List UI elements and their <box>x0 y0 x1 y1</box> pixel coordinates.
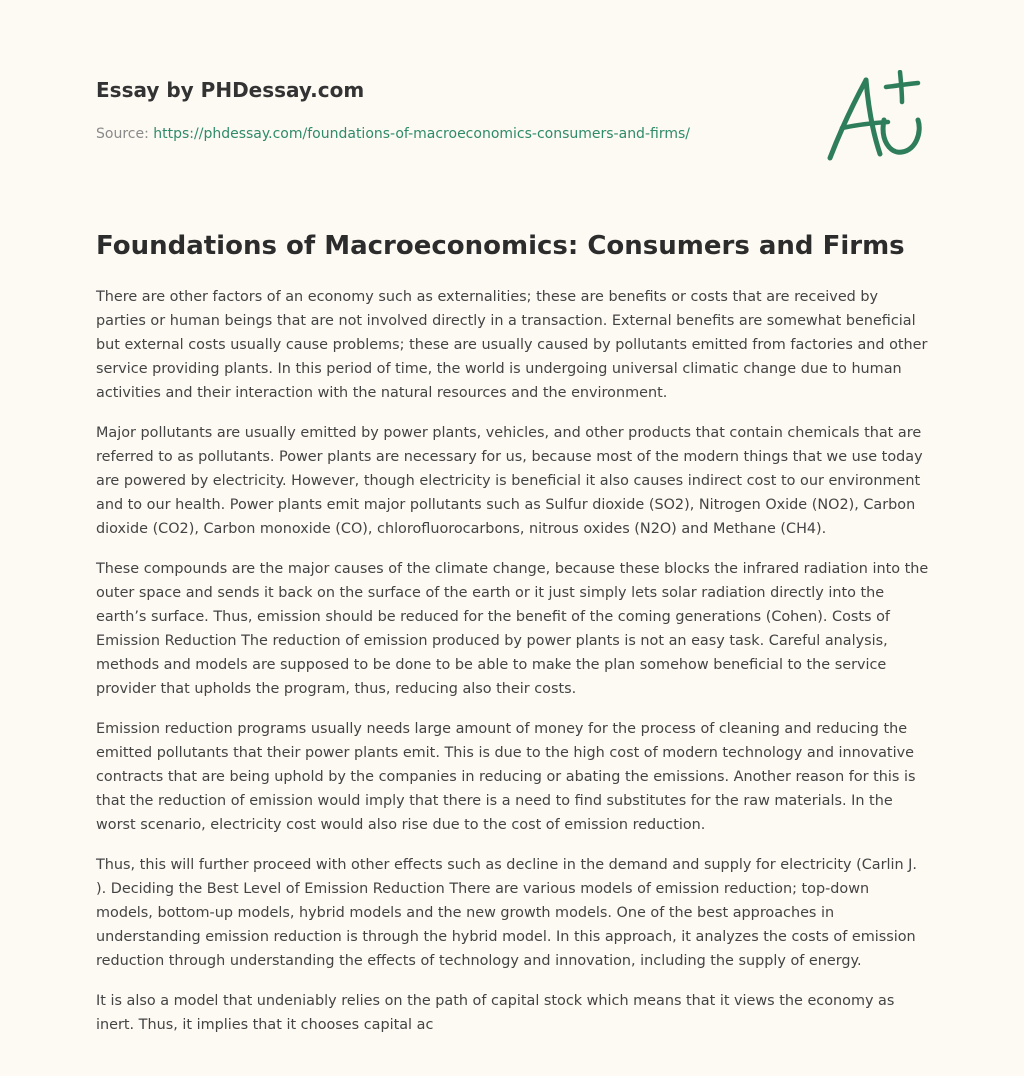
essay-paragraph: These compounds are the major causes of the climate change, because these blocks the infrared radiation into the outer space and sends it back on the surface of the earth or it just simply lets solar radiation directly into the earth’s surface. Thus, emission should be reduced for the benefit of the coming generations (Cohen). Costs of Emission Reduction The reduction of emission produced by power plants is not an easy task. Careful analysis, methods and models are supposed to be done to be able to make the plan somehow beneficial to the service provider that upholds the program, thus, reducing also their costs. <box>96 561 929 697</box>
essay-body <box>96 285 930 1053</box>
essay-paragraph: Thus, this will further proceed with other effects such as decline in the demand and supply for electricity (Carlin J. ). Deciding the Best Level of Emission Reduction There are various models of emission reduction; top-down models, bottom-up models, hybrid models and the new growth models. One of the best approaches in understanding emission reduction is through the hybrid model. In this approach, it analyzes the costs of emission reduction through understanding the effects of technology and innovation, including the supply of energy. <box>96 857 918 969</box>
essay-paragraph: There are other factors of an economy such as externalities; these are benefits or costs that are received by parties or human beings that are not involved directly in a transaction. External benefits are somewhat beneficial but external costs usually cause problems; these are usually caused by pollutants emitted from factories and other service providing plants. In this period of time, the world is undergoing universal climatic change due to human activities and their interaction with the natural resources and the environment. <box>96 289 928 401</box>
essay-title: Foundations of Macroeconomics: Consumers and Firms <box>96 231 905 261</box>
source-line <box>96 124 796 144</box>
essay-paragraph: Emission reduction programs usually needs large amount of money for the process of cleaning and reducing the emitted pollutants that their power plants emit. This is due to the high cost of modern technology and innovative contracts that are being uphold by the companies in reducing or abating the emissions. Another reason for this is that the reduction of emission would imply that there is a need to find substitutes for the raw materials. In the worst scenario, electricity cost would also rise due to the cost of emission reduction. <box>96 721 916 833</box>
a-plus-grade-icon <box>822 70 932 165</box>
source-label: Source: <box>96 126 154 142</box>
site-brand: Essay by PHDessay.com <box>96 78 365 102</box>
essay-header <box>96 76 796 144</box>
source-link[interactable]: https://phdessay.com/foundations-of-macroeconomics-consumers-and-firms/ <box>153 126 690 142</box>
essay-paragraph: It is also a model that undeniably relies on the path of capital stock which means that it views the economy as inert. Thus, it implies that it chooses capital ac <box>96 993 895 1033</box>
essay-paragraph: Major pollutants are usually emitted by power plants, vehicles, and other products that contain chemicals that are referred to as pollutants. Power plants are necessary for us, because most of the modern things that we use today are powered by electricity. However, though electricity is beneficial it also causes indirect cost to our environment and to our health. Power plants emit major pollutants such as Sulfur dioxide (SO2), Nitrogen Oxide (NO2), Carbon dioxide (CO2), Carbon monoxide (CO), chlorofluorocarbons, nitrous oxides (N2O) and Methane (CH4). <box>96 425 923 537</box>
